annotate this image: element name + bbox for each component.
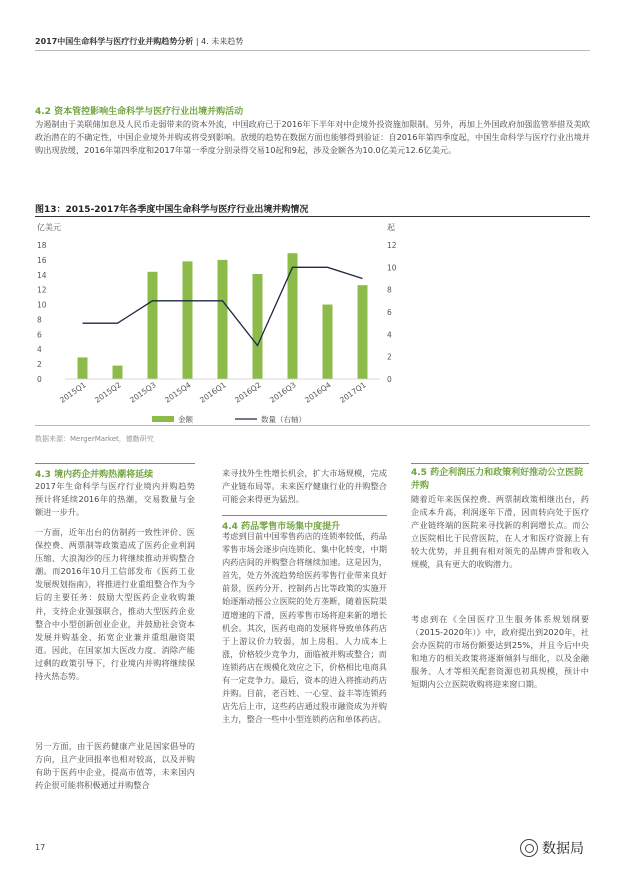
right-tick-label: 6 <box>387 308 392 317</box>
bar-2015Q1 <box>78 357 88 379</box>
right-tick-label: 10 <box>387 263 397 273</box>
section-4-4-body: 考虑到目前中国零售药店的连锁率较低，药品零售市场会逐步向连锁化、集中化转变，中期内药店间的并购整合将继续加速。这是因为，首先，处方外流趋势给医药零售行业带来良好前景，医药分开、控制药占比等政策的实施开始逐渐动摇公立医院的处方垄断，随着医院渠道增速的下滑，医药零售市场将迎来新的增长机会。其次，医药电商的发展将导致单体药店于上游议价力较弱，加上房租、人力成本上涨，价格较少竞争力，面临被并购或整合；而连锁药店在规模化效应之下，价格相比电商具有一定竞争力。最后，资本的进入将推动药店并购。目前，老百姓、一心堂、益丰等连锁药店先后上市，这些药店通过股市融资成为并购主力，整合一些中小型连锁药店和单体药店。 <box>222 531 387 725</box>
section-4-3-title: 4.3 境内药企并购热潮将延续 <box>35 463 195 480</box>
figure-title: 图13：2015-2017年各季度中国生命科学与医疗行业出境并购情况 <box>35 205 309 215</box>
right-tick-label: 2 <box>387 352 392 362</box>
bar-2016Q2 <box>253 274 263 379</box>
left-tick-label: 18 <box>37 241 47 250</box>
left-tick-label: 16 <box>37 255 47 265</box>
bar-2015Q2 <box>113 366 123 379</box>
header-divider <box>35 50 590 51</box>
x-tick-label: 2016Q1 <box>198 380 228 405</box>
x-tick-label: 2017Q1 <box>338 380 368 405</box>
x-tick-label: 2016Q3 <box>268 380 298 405</box>
section-4-4-title: 4.4 药品零售市场集中度提升 <box>222 515 387 532</box>
left-tick-label: 14 <box>37 270 47 280</box>
x-tick-label: 2015Q1 <box>58 380 88 405</box>
legend-swatch-amount <box>152 416 174 422</box>
bar-2016Q3 <box>288 253 298 379</box>
x-tick-label: 2015Q4 <box>163 380 193 405</box>
page-number: 17 <box>35 843 46 852</box>
right-tick-label: 8 <box>387 285 392 295</box>
legend-label-count: 数量（右轴） <box>261 415 306 423</box>
left-tick-label: 0 <box>37 375 42 384</box>
figure-bottom-rule <box>35 425 590 426</box>
section-4-5-title: 4.5 药企利润压力和政策利好推动公立医院并购 <box>411 463 589 493</box>
section-4-3-p2: 一方面，近年出台的仿制药一致性评价、医保控费、两票制等政策造成了医药企业利润压缩、大浪淘沙的压力将继续推动并购整合潮。而2016年10月工信部发布《医药工业发展规划指南》，将推进行业重组整合作为今后的主要任务：鼓励大型医药企业收购兼并，支持企业强强联合，推动大型医药企业整合中小型创新创业企业，并鼓励社会资本发展并购基金、拓宽企业兼并重组融资渠道。因此，在国家加大医改力度、消除产能过剩的政策引导下，行业境内并购将继续保持火热态势。 <box>35 527 195 682</box>
right-axis-label: 起 <box>387 223 395 232</box>
section-4-3-continued: 来寻找外生性增长机会，扩大市场规模，完成产业链布局等。未来医疗健康行业的并购整合可能会来得更为猛烈。 <box>222 468 387 505</box>
watermark-text: 数据局 <box>542 841 584 857</box>
left-tick-label: 4 <box>37 345 42 355</box>
section-4-3-p1: 2017年生命科学与医疗行业境内并购趋势预计将延续2016年的热潮，交易数量与金额进一步升。 <box>35 481 195 518</box>
wechat-icon <box>520 839 538 857</box>
right-tick-label: 12 <box>387 241 397 250</box>
section-4-2-body: 为遏制由于美联储加息及人民币走弱带来的资本外流，中国政府已于2016年下半年对中企境外投资施加限制。另外，再加上外国政府加强监管举措及美欧政治潜在的不确定性，中国企业境外并购或将受到影响。放缓的趋势在数据方面也能够得到验证：自2016年第四季度起，中国生命科学与医疗行业出境并购出现放缓，2016年第四季度和2017年第一季度分别录得交易10起和9起，涉及金额各为10.0亿美元12.6亿美元。 <box>35 119 590 156</box>
left-tick-label: 10 <box>37 300 47 310</box>
legend-label-amount: 金额 <box>178 415 193 423</box>
bar-2015Q3 <box>148 272 158 379</box>
x-tick-label: 2015Q2 <box>93 380 123 405</box>
header-title: 2017中国生命科学与医疗行业并购趋势分析 <box>35 37 194 46</box>
left-tick-label: 6 <box>37 330 42 340</box>
x-tick-label: 2016Q4 <box>303 380 333 405</box>
watermark <box>520 838 584 858</box>
left-tick-label: 12 <box>37 285 47 295</box>
header-section: | 4. 未来趋势 <box>195 37 244 46</box>
x-tick-label: 2016Q2 <box>233 380 263 405</box>
left-tick-label: 8 <box>37 315 42 325</box>
figure-source: 数据来源：MergerMarket，德勤研究 <box>35 435 154 443</box>
section-4-5-p1: 随着近年来医保控费、两票制政策相继出台，药企成本升高，利润逐年下滑，因而转向处于医疗产业链终端的医院来寻找新的利润增长点。而公立医院相比于民营医院，在人才和医疗资源上有较大优势，并且拥有相对领先的品牌声誉和收入规模，具有更大的收购潜力。 <box>411 494 589 570</box>
left-tick-label: 2 <box>37 360 42 370</box>
m-and-a-chart <box>35 218 590 423</box>
right-tick-label: 0 <box>387 375 392 384</box>
bar-2016Q1 <box>218 260 228 379</box>
x-tick-label: 2015Q3 <box>128 380 158 405</box>
bar-2017Q1 <box>358 285 368 379</box>
bar-2015Q4 <box>183 261 193 379</box>
figure-top-rule <box>35 216 590 217</box>
bar-2016Q4 <box>323 305 333 379</box>
section-4-2-title: 4.2 资本管控影响生命科学与医疗行业出境并购活动 <box>35 107 244 117</box>
left-axis-label: 亿美元 <box>37 223 61 232</box>
section-4-5-p2: 考虑到在《全国医疗卫生服务体系规划纲要（2015-2020年）》中，政府提出到2020年，社会办医院的市场份额要达到25%，并且今后中央和地方的相关政策将逐渐倾斜与细化，以及金融服务、人才等相关配套资源也初具规模，预计中短期内公立医院收购将迎来窗口期。 <box>411 614 589 690</box>
right-tick-label: 4 <box>387 330 392 340</box>
section-4-3-p3: 另一方面，由于医药健康产业是国家倡导的方向，且产业回报率也相对较高，以及并购有助于医药中企业，提高市值等，未来国内药企很可能将积极通过并购整合 <box>35 741 195 791</box>
running-header <box>35 36 243 47</box>
